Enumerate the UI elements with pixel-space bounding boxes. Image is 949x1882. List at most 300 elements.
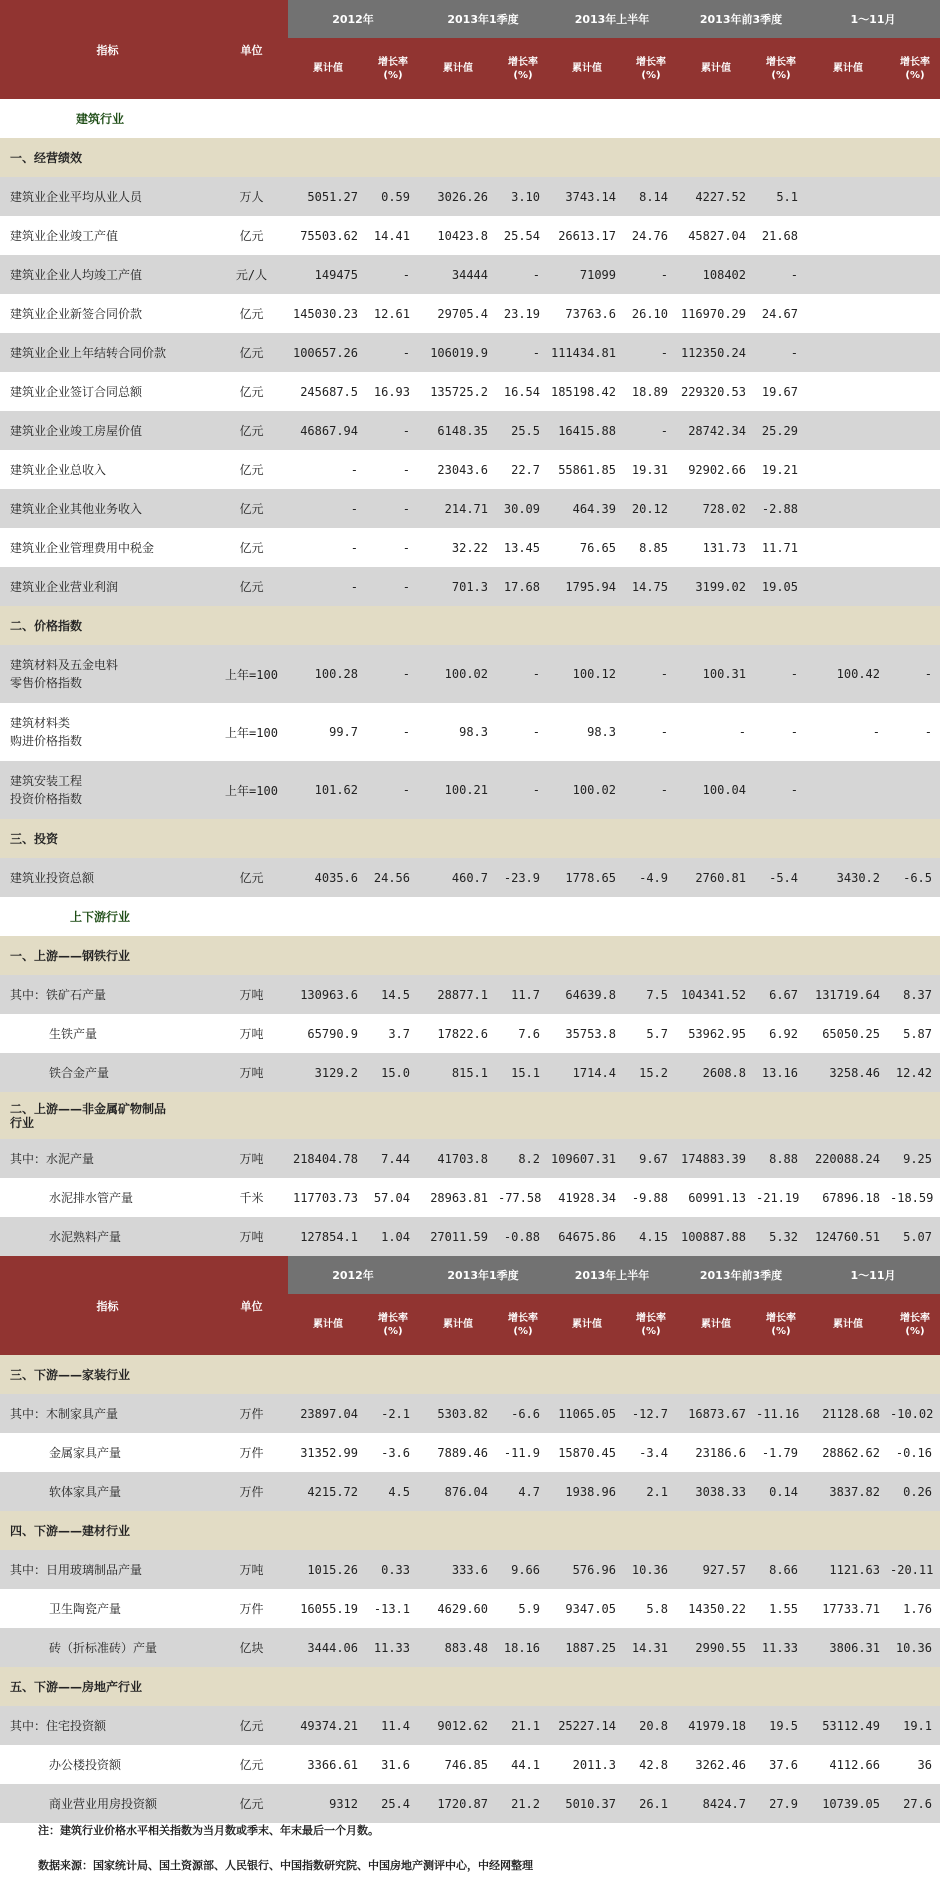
growth-rate-cell: - (498, 703, 548, 761)
section-row (0, 138, 940, 177)
period-header: 2013年1季度 (418, 1256, 548, 1294)
cumulative-value-cell: 5303.82 (418, 1394, 498, 1433)
growth-rate-cell: -21.19 (756, 1178, 806, 1217)
growth-rate-cell (890, 489, 940, 528)
cumulative-value-cell: 229320.53 (676, 372, 756, 411)
section-title-line: 二、上游——非金属矿物制品 (10, 1101, 167, 1116)
cumulative-value-cell: 101.62 (288, 761, 368, 819)
growth-rate-cell: 0.33 (368, 1550, 418, 1589)
growth-rate-cell: - (756, 333, 806, 372)
cumulative-value-cell: 28877.1 (418, 975, 498, 1014)
cumulative-value-cell: 460.7 (418, 858, 498, 897)
indicator-name-line: 购进价格指数 (10, 734, 83, 748)
growth-rate-cell: 0.59 (368, 177, 418, 216)
growth-rate-cell: 5.07 (890, 1217, 940, 1256)
cumulative-value-cell: 131.73 (676, 528, 756, 567)
cumulative-value-cell: 10423.8 (418, 216, 498, 255)
growth-rate-cell: 14.5 (368, 975, 418, 1014)
indicator-header: 指标 (0, 0, 215, 99)
indicator-name-line: 建筑材料及五金电料 (10, 658, 119, 672)
cumulative-value-cell: 25227.14 (548, 1706, 626, 1745)
cumulative-value-cell (806, 567, 890, 606)
table-row (0, 1053, 940, 1092)
industry-row (0, 99, 940, 138)
cumulative-value-cell: 98.3 (418, 703, 498, 761)
table-row (0, 216, 940, 255)
growth-rate-cell: -1.79 (756, 1433, 806, 1472)
growth-rate-cell: 1.55 (756, 1589, 806, 1628)
cumulative-value-cell: 55861.85 (548, 450, 626, 489)
indicator-name: 其中：铁矿石产量 (0, 975, 215, 1014)
growth-rate-cell: 11.7 (498, 975, 548, 1014)
indicator-name: 办公楼投资额 (0, 1745, 215, 1784)
growth-rate-cell: 25.29 (756, 411, 806, 450)
section-row (0, 1667, 940, 1706)
table-row (0, 1014, 940, 1053)
cumulative-value-cell: 746.85 (418, 1745, 498, 1784)
growth-rate-cell: 7.5 (626, 975, 676, 1014)
table-row (0, 1589, 940, 1628)
unit-cell: 万件 (215, 1472, 288, 1511)
growth-rate-cell: 7.44 (368, 1139, 418, 1178)
industry-title: 建筑行业 (0, 99, 940, 138)
indicator-name: 其中：日用玻璃制品产量 (0, 1550, 215, 1589)
cumulative-value-cell: 100.31 (676, 645, 756, 703)
cumulative-value-cell: 214.71 (418, 489, 498, 528)
growth-rate-cell: -10.02 (890, 1394, 940, 1433)
cumulative-value-cell: 16415.88 (548, 411, 626, 450)
growth-rate-label: 增长率 (766, 56, 796, 68)
indicator-name: 建筑业企业平均从业人员 (0, 177, 215, 216)
growth-rate-cell: 4.5 (368, 1472, 418, 1511)
cumulative-value-cell: 9347.05 (548, 1589, 626, 1628)
growth-rate-cell: 20.8 (626, 1706, 676, 1745)
growth-rate-label: 增长率 (508, 56, 538, 68)
cumulative-value-cell: 100.04 (676, 761, 756, 819)
indicator-header: 指标 (0, 1256, 215, 1355)
growth-rate-cell: 5.1 (756, 177, 806, 216)
growth-rate-cell: 0.14 (756, 1472, 806, 1511)
percent-label: (%) (641, 1325, 661, 1337)
percent-label: (%) (641, 69, 661, 81)
section-title (0, 1092, 940, 1139)
cumulative-value-cell: 245687.5 (288, 372, 368, 411)
cumulative-value-cell: 4629.60 (418, 1589, 498, 1628)
unit-cell: 亿元 (215, 294, 288, 333)
percent-label: (%) (771, 1325, 791, 1337)
growth-rate-cell: -12.7 (626, 1394, 676, 1433)
cumulative-value-cell: 135725.2 (418, 372, 498, 411)
indicator-name (0, 645, 215, 703)
growth-rate-cell: 14.41 (368, 216, 418, 255)
unit-cell: 万件 (215, 1589, 288, 1628)
growth-rate-cell: - (368, 450, 418, 489)
cumulative-value-cell: - (288, 528, 368, 567)
cumulative-value-cell: 35753.8 (548, 1014, 626, 1053)
cumulative-value-cell: 1015.26 (288, 1550, 368, 1589)
cumulative-value-cell: 117703.73 (288, 1178, 368, 1217)
growth-rate-cell: -0.16 (890, 1433, 940, 1472)
cumulative-value-cell: 112350.24 (676, 333, 756, 372)
table-row (0, 255, 940, 294)
section-title: 三、下游——家装行业 (0, 1355, 940, 1394)
growth-rate-cell: 8.37 (890, 975, 940, 1014)
table-row (0, 1628, 940, 1667)
cumulative-value-cell: 124760.51 (806, 1217, 890, 1256)
cumulative-value-cell (806, 489, 890, 528)
growth-rate-header (368, 38, 418, 99)
section-title: 二、价格指数 (0, 606, 940, 645)
cumulative-value-cell: 1778.65 (548, 858, 626, 897)
growth-rate-label: 增长率 (900, 56, 930, 68)
indicator-name (0, 703, 215, 761)
cumulative-value-cell: 815.1 (418, 1053, 498, 1092)
cumulative-header: 累计值 (548, 1294, 626, 1355)
cumulative-value-cell: 2608.8 (676, 1053, 756, 1092)
growth-rate-cell: -3.4 (626, 1433, 676, 1472)
table-row (0, 703, 940, 761)
growth-rate-cell: 4.7 (498, 1472, 548, 1511)
cumulative-value-cell: 60991.13 (676, 1178, 756, 1217)
growth-rate-cell: 25.5 (498, 411, 548, 450)
growth-rate-cell: 24.76 (626, 216, 676, 255)
growth-rate-header (756, 38, 806, 99)
cumulative-value-cell: 49374.21 (288, 1706, 368, 1745)
growth-rate-cell: -0.88 (498, 1217, 548, 1256)
growth-rate-cell: 25.4 (368, 1784, 418, 1823)
growth-rate-cell (890, 450, 940, 489)
table-row (0, 761, 940, 819)
indicator-name: 卫生陶瓷产量 (0, 1589, 215, 1628)
growth-rate-cell: - (368, 255, 418, 294)
cumulative-value-cell: 127854.1 (288, 1217, 368, 1256)
cumulative-value-cell: 104341.52 (676, 975, 756, 1014)
cumulative-value-cell: 32.22 (418, 528, 498, 567)
cumulative-value-cell: 111434.81 (548, 333, 626, 372)
growth-rate-label: 增长率 (378, 56, 408, 68)
cumulative-value-cell: 220088.24 (806, 1139, 890, 1178)
growth-rate-cell: - (626, 411, 676, 450)
growth-rate-cell: 20.12 (626, 489, 676, 528)
growth-rate-cell: 16.54 (498, 372, 548, 411)
growth-rate-cell: 5.87 (890, 1014, 940, 1053)
unit-cell: 亿块 (215, 1628, 288, 1667)
indicator-name-line: 建筑安装工程 (10, 774, 83, 788)
cumulative-value-cell: 21128.68 (806, 1394, 890, 1433)
table-row (0, 1217, 940, 1256)
growth-rate-cell: 3.10 (498, 177, 548, 216)
cumulative-value-cell: 98.3 (548, 703, 626, 761)
cumulative-value-cell: 3199.02 (676, 567, 756, 606)
growth-rate-cell: 8.85 (626, 528, 676, 567)
growth-rate-cell: 22.7 (498, 450, 548, 489)
growth-rate-cell: 18.89 (626, 372, 676, 411)
growth-rate-cell: - (368, 567, 418, 606)
table-row (0, 645, 940, 703)
growth-rate-cell: - (756, 255, 806, 294)
section-title: 五、下游——房地产行业 (0, 1667, 940, 1706)
section-row (0, 1355, 940, 1394)
cumulative-value-cell: 1938.96 (548, 1472, 626, 1511)
growth-rate-cell: 8.14 (626, 177, 676, 216)
unit-cell: 亿元 (215, 450, 288, 489)
growth-rate-cell: 13.16 (756, 1053, 806, 1092)
unit-cell: 万人 (215, 177, 288, 216)
indicator-name: 砖（折标准砖）产量 (0, 1628, 215, 1667)
cumulative-value-cell: 3743.14 (548, 177, 626, 216)
unit-cell: 万吨 (215, 1014, 288, 1053)
cumulative-value-cell: 100.12 (548, 645, 626, 703)
cumulative-value-cell: 64675.86 (548, 1217, 626, 1256)
cumulative-value-cell: 28862.62 (806, 1433, 890, 1472)
cumulative-value-cell: 174883.39 (676, 1139, 756, 1178)
table-row (0, 528, 940, 567)
growth-rate-cell: 9.25 (890, 1139, 940, 1178)
cumulative-header: 累计值 (288, 1294, 368, 1355)
unit-cell: 万吨 (215, 975, 288, 1014)
growth-rate-cell: 36 (890, 1745, 940, 1784)
cumulative-value-cell: 1714.4 (548, 1053, 626, 1092)
cumulative-value-cell: 7889.46 (418, 1433, 498, 1472)
cumulative-value-cell: 34444 (418, 255, 498, 294)
growth-rate-label: 增长率 (636, 1312, 666, 1324)
table-row (0, 294, 940, 333)
table-row (0, 450, 940, 489)
cumulative-value-cell: - (806, 703, 890, 761)
cumulative-value-cell: 99.7 (288, 703, 368, 761)
unit-cell: 万吨 (215, 1139, 288, 1178)
unit-cell: 亿元 (215, 489, 288, 528)
cumulative-value-cell: 15870.45 (548, 1433, 626, 1472)
unit-cell: 亿元 (215, 411, 288, 450)
growth-rate-cell: 10.36 (890, 1628, 940, 1667)
table-row (0, 858, 940, 897)
growth-rate-cell: 11.33 (368, 1628, 418, 1667)
table-row (0, 975, 940, 1014)
cumulative-value-cell: 27011.59 (418, 1217, 498, 1256)
percent-label: (%) (771, 69, 791, 81)
growth-rate-cell: 8.2 (498, 1139, 548, 1178)
growth-rate-cell: - (368, 645, 418, 703)
cumulative-value-cell (806, 411, 890, 450)
growth-rate-cell: - (368, 761, 418, 819)
cumulative-value-cell: 4215.72 (288, 1472, 368, 1511)
growth-rate-cell: 30.09 (498, 489, 548, 528)
growth-rate-cell: -6.6 (498, 1394, 548, 1433)
cumulative-value-cell: 16055.19 (288, 1589, 368, 1628)
growth-rate-cell: 3.7 (368, 1014, 418, 1053)
cumulative-value-cell: 1121.63 (806, 1550, 890, 1589)
header-row (0, 0, 940, 38)
growth-rate-cell: -5.4 (756, 858, 806, 897)
cumulative-value-cell: 4227.52 (676, 177, 756, 216)
unit-cell: 亿元 (215, 216, 288, 255)
growth-rate-header (890, 1294, 940, 1355)
table-row (0, 1550, 940, 1589)
indicator-name: 建筑业企业总收入 (0, 450, 215, 489)
table-row (0, 1472, 940, 1511)
growth-rate-cell: 17.68 (498, 567, 548, 606)
growth-rate-cell: - (368, 703, 418, 761)
table-row (0, 1178, 940, 1217)
cumulative-value-cell: 6148.35 (418, 411, 498, 450)
growth-rate-cell: 10.36 (626, 1550, 676, 1589)
growth-rate-cell: 16.93 (368, 372, 418, 411)
period-header: 2012年 (288, 0, 418, 38)
growth-rate-cell: 14.31 (626, 1628, 676, 1667)
growth-rate-cell (890, 294, 940, 333)
growth-rate-cell: - (756, 703, 806, 761)
indicator-name: 其中：住宅投资额 (0, 1706, 215, 1745)
cumulative-value-cell: - (288, 450, 368, 489)
period-header: 2013年上半年 (548, 0, 676, 38)
indicator-name (0, 761, 215, 819)
cumulative-value-cell: 41928.34 (548, 1178, 626, 1217)
table-row (0, 1706, 940, 1745)
cumulative-value-cell: 4035.6 (288, 858, 368, 897)
unit-cell: 元/人 (215, 255, 288, 294)
cumulative-value-cell: - (288, 567, 368, 606)
growth-rate-cell: 18.16 (498, 1628, 548, 1667)
cumulative-value-cell: 3444.06 (288, 1628, 368, 1667)
growth-rate-cell: 42.8 (626, 1745, 676, 1784)
growth-rate-cell: - (626, 645, 676, 703)
percent-label: (%) (383, 69, 403, 81)
cumulative-value-cell: 65790.9 (288, 1014, 368, 1053)
table-row (0, 1745, 940, 1784)
indicator-name: 建筑业企业营业利润 (0, 567, 215, 606)
growth-rate-cell: 12.61 (368, 294, 418, 333)
cumulative-value-cell: 41703.8 (418, 1139, 498, 1178)
growth-rate-cell: 12.42 (890, 1053, 940, 1092)
cumulative-value-cell: 576.96 (548, 1550, 626, 1589)
cumulative-value-cell: 3038.33 (676, 1472, 756, 1511)
growth-rate-cell: 21.68 (756, 216, 806, 255)
cumulative-value-cell: 45827.04 (676, 216, 756, 255)
unit-cell: 亿元 (215, 1706, 288, 1745)
period-header: 2013年前3季度 (676, 0, 806, 38)
growth-rate-cell: 8.66 (756, 1550, 806, 1589)
table-row (0, 489, 940, 528)
growth-rate-cell: - (368, 528, 418, 567)
growth-rate-cell: -23.9 (498, 858, 548, 897)
growth-rate-cell: 19.67 (756, 372, 806, 411)
table-row (0, 411, 940, 450)
growth-rate-cell: 27.9 (756, 1784, 806, 1823)
growth-rate-cell: - (498, 255, 548, 294)
growth-rate-cell: - (626, 333, 676, 372)
unit-header: 单位 (215, 1256, 288, 1355)
cumulative-value-cell: 876.04 (418, 1472, 498, 1511)
cumulative-value-cell: 16873.67 (676, 1394, 756, 1433)
growth-rate-cell: -6.5 (890, 858, 940, 897)
cumulative-value-cell: 3026.26 (418, 177, 498, 216)
growth-rate-cell (890, 528, 940, 567)
growth-rate-cell: -13.1 (368, 1589, 418, 1628)
cumulative-value-cell: 53112.49 (806, 1706, 890, 1745)
cumulative-value-cell: 100.02 (548, 761, 626, 819)
cumulative-value-cell: 100.02 (418, 645, 498, 703)
section-row (0, 936, 940, 975)
cumulative-value-cell: 8424.7 (676, 1784, 756, 1823)
cumulative-value-cell: 100657.26 (288, 333, 368, 372)
growth-rate-cell: -4.9 (626, 858, 676, 897)
percent-label: (%) (383, 1325, 403, 1337)
indicator-name: 建筑业企业竣工房屋价值 (0, 411, 215, 450)
cumulative-value-cell (806, 177, 890, 216)
section-row (0, 606, 940, 645)
table-row (0, 1433, 940, 1472)
table-row (0, 372, 940, 411)
indicator-name: 金属家具产量 (0, 1433, 215, 1472)
cumulative-value-cell: 100.42 (806, 645, 890, 703)
growth-rate-cell: 19.21 (756, 450, 806, 489)
cumulative-value-cell: - (288, 489, 368, 528)
cumulative-value-cell: 76.65 (548, 528, 626, 567)
unit-cell: 上年=100 (215, 645, 288, 703)
growth-rate-cell: 21.1 (498, 1706, 548, 1745)
period-header: 1～11月 (806, 0, 940, 38)
cumulative-value-cell: 4112.66 (806, 1745, 890, 1784)
growth-rate-cell: 9.67 (626, 1139, 676, 1178)
growth-rate-cell: 24.56 (368, 858, 418, 897)
cumulative-value-cell: 9012.62 (418, 1706, 498, 1745)
cumulative-value-cell: 3806.31 (806, 1628, 890, 1667)
table-row (0, 1784, 940, 1823)
cumulative-value-cell: 145030.23 (288, 294, 368, 333)
section-title: 四、下游——建材行业 (0, 1511, 940, 1550)
cumulative-value-cell: 65050.25 (806, 1014, 890, 1053)
cumulative-header: 累计值 (806, 38, 890, 99)
growth-rate-cell: 2.1 (626, 1472, 676, 1511)
cumulative-value-cell: 67896.18 (806, 1178, 890, 1217)
growth-rate-cell: 9.66 (498, 1550, 548, 1589)
growth-rate-header (626, 1294, 676, 1355)
growth-rate-cell: - (368, 489, 418, 528)
growth-rate-cell: 57.04 (368, 1178, 418, 1217)
cumulative-value-cell: 464.39 (548, 489, 626, 528)
table-row (0, 333, 940, 372)
growth-rate-cell: 5.9 (498, 1589, 548, 1628)
unit-cell: 上年=100 (215, 761, 288, 819)
section-title: 三、投资 (0, 819, 940, 858)
percent-label: (%) (905, 69, 925, 81)
growth-rate-cell: 15.2 (626, 1053, 676, 1092)
indicator-name: 软体家具产量 (0, 1472, 215, 1511)
growth-rate-cell: 14.75 (626, 567, 676, 606)
growth-rate-cell: 11.33 (756, 1628, 806, 1667)
cumulative-value-cell: 23186.6 (676, 1433, 756, 1472)
indicator-name: 其中：水泥产量 (0, 1139, 215, 1178)
unit-cell: 亿元 (215, 528, 288, 567)
section-title-line: 行业 (10, 1115, 35, 1130)
indicator-name: 建筑业企业上年结转合同价款 (0, 333, 215, 372)
cumulative-value-cell: 23043.6 (418, 450, 498, 489)
indicator-name: 建筑业企业签订合同总额 (0, 372, 215, 411)
cumulative-header: 累计值 (288, 38, 368, 99)
unit-cell: 亿元 (215, 1745, 288, 1784)
indicator-name: 建筑业企业新签合同价款 (0, 294, 215, 333)
indicator-name-line: 零售价格指数 (10, 676, 83, 690)
cumulative-value-cell: 73763.6 (548, 294, 626, 333)
growth-rate-cell: 5.32 (756, 1217, 806, 1256)
cumulative-value-cell (806, 255, 890, 294)
cumulative-value-cell: 108402 (676, 255, 756, 294)
cumulative-value-cell: 2760.81 (676, 858, 756, 897)
growth-rate-cell: - (756, 761, 806, 819)
cumulative-value-cell: 5010.37 (548, 1784, 626, 1823)
growth-rate-cell: 11.4 (368, 1706, 418, 1745)
